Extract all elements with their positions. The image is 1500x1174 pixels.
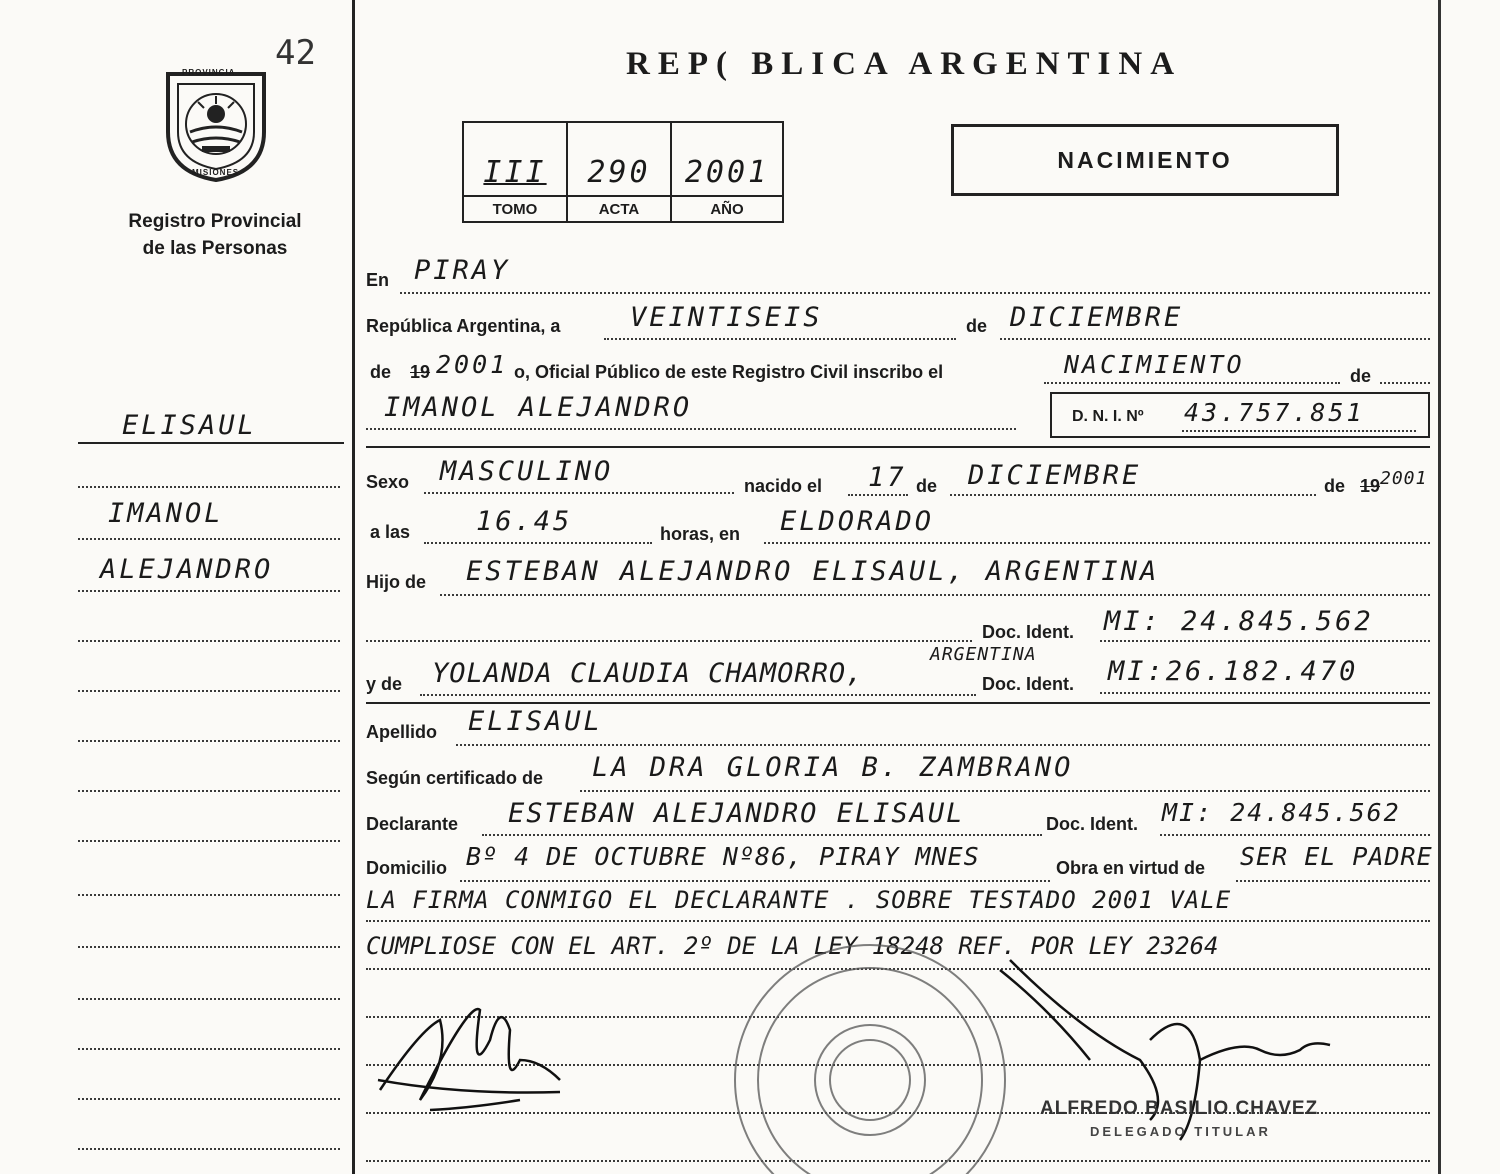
father-doc-value: MI: 24.845.562 <box>1104 606 1374 637</box>
section-rule <box>366 446 1430 448</box>
year-cell <box>672 123 782 221</box>
month-value: DICIEMBRE <box>1010 302 1184 333</box>
line-dni <box>1182 430 1416 432</box>
officer-name: ALFREDO BASILIO CHAVEZ <box>1040 1098 1319 1119</box>
child-name-value: IMANOL ALEJANDRO <box>384 392 693 423</box>
line-month <box>1000 338 1430 340</box>
margin-line <box>78 1048 340 1050</box>
line-time <box>424 542 652 544</box>
line-record <box>1044 382 1340 384</box>
line-place <box>400 292 1430 294</box>
registry-name <box>90 208 340 262</box>
margin-line <box>78 690 340 692</box>
line-mother-doc <box>1100 692 1430 694</box>
sex-value: MASCULINO <box>440 456 614 487</box>
document-title: REP( BLICA ARGENTINA <box>626 46 1183 82</box>
blank-line <box>366 1064 1430 1066</box>
line-birth-place <box>764 542 1430 544</box>
margin-line <box>78 1148 340 1150</box>
blank-line <box>366 1016 1430 1018</box>
label-horas: horas, en <box>660 524 741 544</box>
official-stamp-icon <box>735 945 1005 1174</box>
line-record-end <box>1380 382 1430 384</box>
year-label: AÑO <box>710 201 744 218</box>
margin-given-name-2: ALEJANDRO <box>100 554 274 585</box>
line-father <box>440 594 1430 596</box>
line-declarant <box>482 834 1042 836</box>
label-de-1: de <box>966 316 988 336</box>
margin-line <box>78 590 340 592</box>
seal-text-top: PROVINCIA <box>182 68 236 77</box>
birth-day-value: 17 <box>868 462 907 493</box>
birth-month-value: DICIEMBRE <box>968 460 1142 491</box>
margin-line <box>78 894 340 896</box>
birth-year-prefix: 19 <box>1360 476 1381 496</box>
certificate-value: LA DRA GLORIA B. ZAMBRANO <box>592 752 1074 783</box>
label-declarante: Declarante <box>366 814 459 834</box>
place-value: PIRAY <box>414 255 511 286</box>
margin-line <box>78 740 340 742</box>
margin-rule <box>78 442 344 444</box>
declarant-value: ESTEBAN ALEJANDRO ELISAUL <box>508 798 965 829</box>
mother-nationality-value: ARGENTINA <box>930 644 1037 665</box>
surname-value: ELISAUL <box>468 706 603 737</box>
label-domicilio: Domicilio <box>366 858 448 878</box>
label-segun: Según certificado de <box>366 768 544 788</box>
acta-label: ACTA <box>598 201 640 218</box>
record-act-value: NACIMIENTO <box>1064 350 1245 379</box>
acta-cell <box>568 123 672 221</box>
registry-line-1: Registro Provincial <box>128 211 302 232</box>
mother-doc-value: MI:26.182.470 <box>1108 656 1359 687</box>
year-value: 2001 <box>684 155 770 190</box>
officer-title: DELEGADO TITULAR <box>1090 1124 1271 1139</box>
mother-value: YOLANDA CLAUDIA CHAMORRO, <box>432 658 864 689</box>
label-dni: D. N. I. Nº <box>1072 408 1144 425</box>
registry-line-2: de las Personas <box>142 238 288 259</box>
tome-label: TOMO <box>492 201 538 218</box>
label-sexo: Sexo <box>366 472 410 492</box>
blank-line <box>366 1160 1430 1162</box>
label-doc-2: Doc. Ident. <box>982 674 1075 694</box>
line-address <box>460 880 1050 882</box>
line-reason <box>1236 880 1430 882</box>
label-doc-3: Doc. Ident. <box>1046 814 1139 834</box>
birth-place-value: ELDORADO <box>780 506 935 537</box>
line-note-1 <box>366 920 1430 922</box>
label-nacido: nacido el <box>744 476 823 496</box>
line-name <box>366 428 1016 430</box>
declarant-signature-icon <box>378 1009 560 1110</box>
line-note-2 <box>366 968 1430 970</box>
page-number: 42 <box>275 33 316 73</box>
label-de-year: de <box>370 362 392 382</box>
page-edge <box>1438 0 1441 1174</box>
margin-line <box>78 1098 340 1100</box>
line-certificate <box>580 790 1430 792</box>
label-de-2: de <box>1350 366 1372 386</box>
label-apellido: Apellido <box>366 722 437 742</box>
column-divider <box>352 0 355 1174</box>
line-surname <box>456 744 1430 746</box>
record-number-table <box>462 121 784 223</box>
label-yde: y de <box>366 674 403 694</box>
acta-value: 290 <box>587 155 651 190</box>
label-oficial: o, Oficial Público de este Registro Civil inscribo el <box>514 362 944 382</box>
label-alas: a las <box>370 522 411 542</box>
line-day <box>604 338 956 340</box>
label-hijo: Hijo de <box>366 572 427 592</box>
day-value: VEINTISEIS <box>630 302 823 333</box>
margin-given-name-1: IMANOL <box>108 498 224 529</box>
dni-box <box>1050 392 1430 438</box>
label-republica: República Argentina, a <box>366 316 561 336</box>
margin-surname: ELISAUL <box>122 410 257 441</box>
time-value: 16.45 <box>476 506 573 537</box>
line-sex <box>424 492 734 494</box>
margin-line <box>78 998 340 1000</box>
note-line-2: CUMPLIOSE CON EL ART. 2º DE LA LEY 18248 REF. POR LEY 23264 <box>366 932 1219 960</box>
line-father-extra <box>366 640 972 642</box>
margin-line <box>78 640 340 642</box>
label-de-4: de <box>1324 476 1346 496</box>
address-value: Bº 4 DE OCTUBRE Nº86, PIRAY MNES <box>466 842 980 871</box>
label-de-3: de <box>916 476 938 496</box>
margin-line <box>78 840 340 842</box>
birth-year-value: 2001 <box>1380 468 1428 489</box>
line-father-doc <box>1100 640 1430 642</box>
line-mother <box>420 694 976 696</box>
section-rule <box>366 702 1430 704</box>
margin-line <box>78 538 340 540</box>
father-value: ESTEBAN ALEJANDRO ELISAUL, ARGENTINA <box>466 556 1160 587</box>
record-type-box: NACIMIENTO <box>951 124 1339 196</box>
province-seal-icon <box>158 62 274 184</box>
label-en: En <box>366 270 390 290</box>
line-birth-month <box>950 494 1316 496</box>
table-divider <box>464 195 782 197</box>
margin-line <box>78 790 340 792</box>
tome-cell <box>464 123 568 221</box>
tome-value: III <box>483 155 547 190</box>
label-obra: Obra en virtud de <box>1056 858 1206 878</box>
line-declarant-doc <box>1160 834 1430 836</box>
note-line-1: LA FIRMA CONMIGO EL DECLARANTE . SOBRE TESTADO 2001 VALE <box>366 886 1232 914</box>
declarant-doc-value: MI: 24.845.562 <box>1162 798 1401 827</box>
margin-line <box>78 946 340 948</box>
seal-text-bottom: MISIONES <box>192 168 240 177</box>
line-birth-day <box>848 494 908 496</box>
margin-line <box>78 486 340 488</box>
year-prefix: 19 <box>410 362 431 382</box>
label-doc-1: Doc. Ident. <box>982 622 1075 642</box>
dni-value: 43.757.851 <box>1184 398 1365 427</box>
record-year-value: 2001 <box>436 350 509 379</box>
reason-value: SER EL PADRE <box>1240 842 1433 871</box>
